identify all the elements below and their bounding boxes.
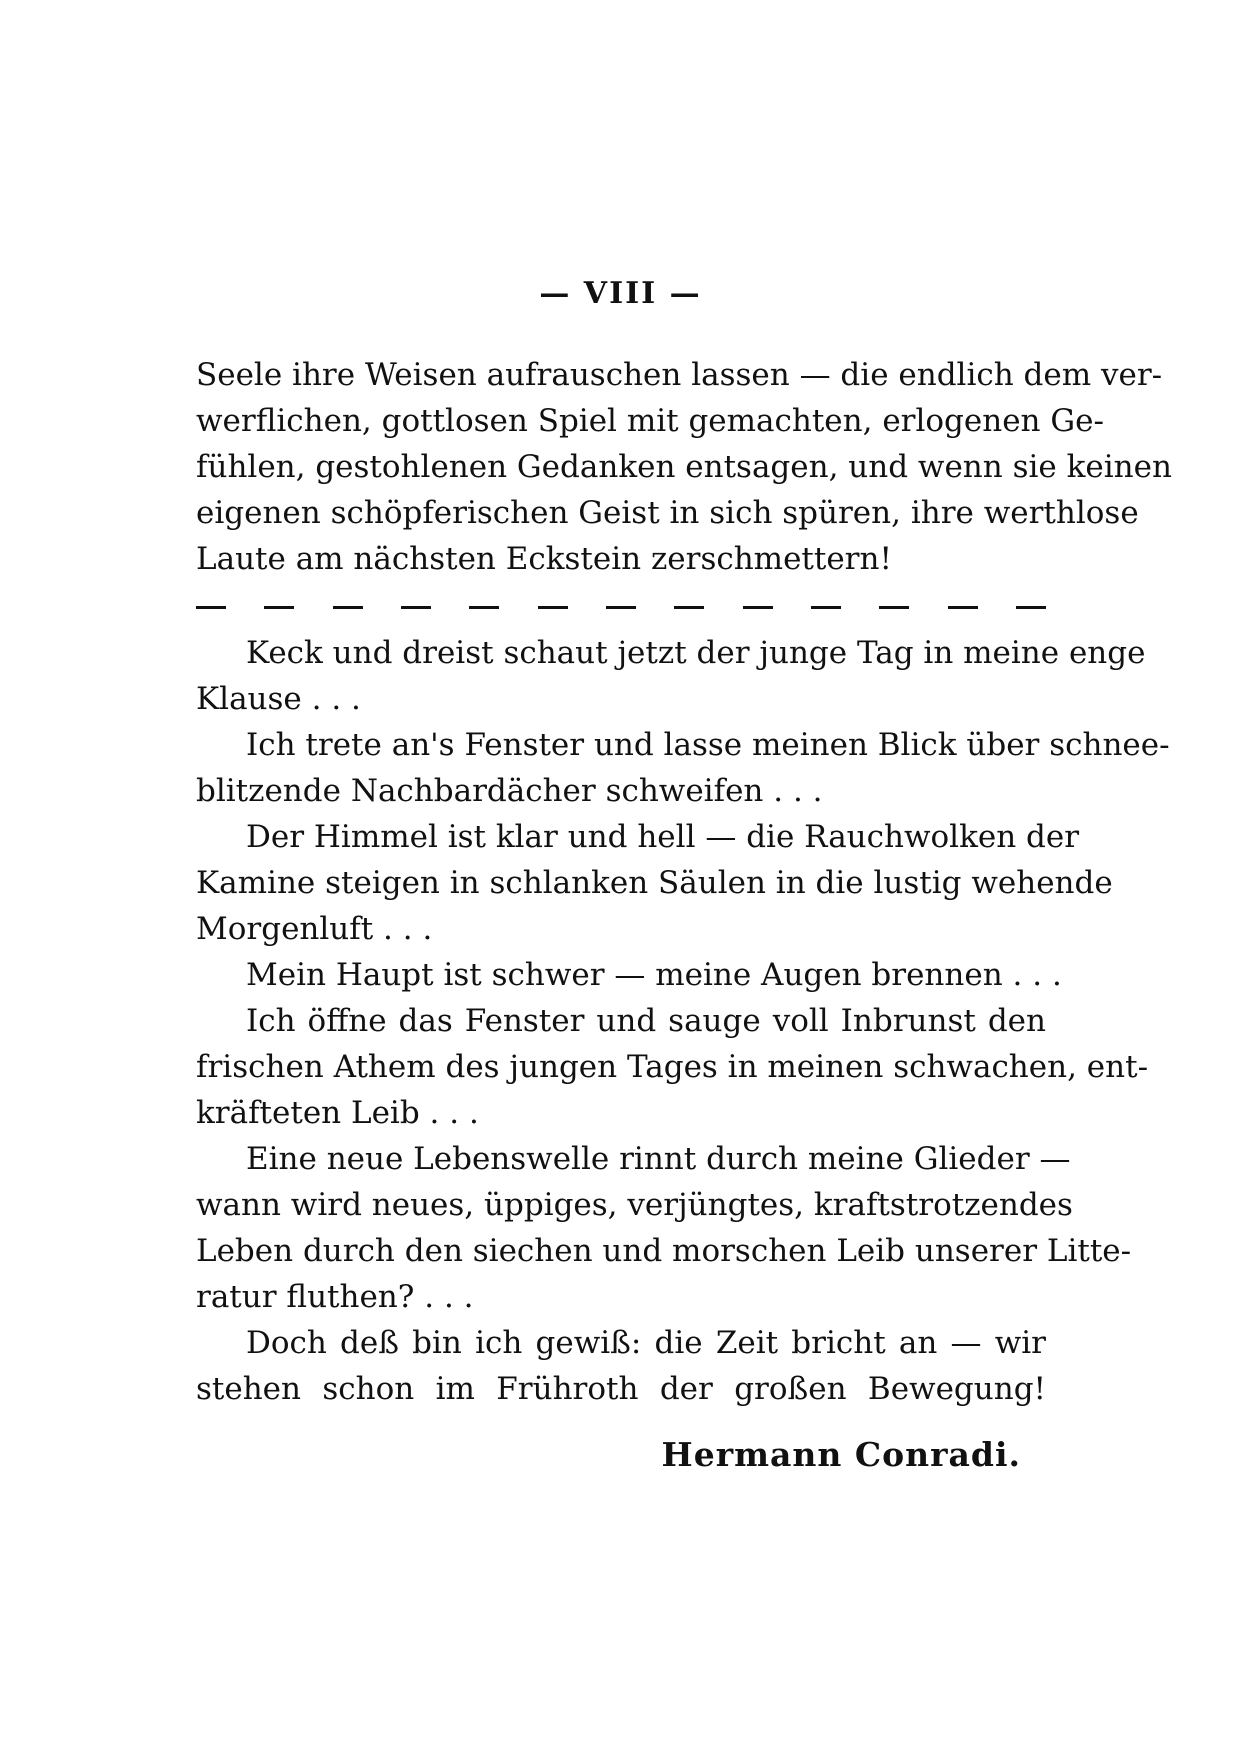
text-line: Mein Haupt ist schwer — meine Augen brennen . . .	[246, 957, 1062, 993]
text-line: Klause . . .	[196, 681, 361, 717]
divider-dash	[333, 606, 363, 609]
text-line: Eine neue Lebenswelle rinnt durch meine Glieder —	[246, 1141, 1071, 1177]
divider-dash	[538, 606, 568, 609]
intro-paragraph	[196, 352, 1172, 582]
divider-dash	[1016, 606, 1046, 609]
divider-dash	[743, 606, 773, 609]
text-line: Ich trete an's Fenster und lasse meinen Blick über schnee-	[246, 727, 1170, 763]
text-line: kräfteten Leib . . .	[196, 1095, 479, 1131]
text-line: blitzende Nachbardächer schweifen . . .	[196, 773, 823, 809]
divider-dash	[948, 606, 978, 609]
text-line: Doch deß bin ich gewiß: die Zeit bricht an — wir	[246, 1325, 1046, 1361]
text-line: eigenen schöpferischen Geist in sich spüren, ihre werthlose	[196, 495, 1139, 531]
text-line: Der Himmel ist klar und hell — die Rauchwolken der	[246, 819, 1080, 855]
divider-dash	[606, 606, 636, 609]
text-line: Morgenluft . . .	[196, 911, 433, 947]
divider-dash	[811, 606, 841, 609]
text-line: Laute am nächsten Eckstein zerschmettern!	[196, 541, 892, 577]
text-line: Seele ihre Weisen aufrauschen lassen — die endlich dem ver-	[196, 357, 1163, 393]
page-number: — VIII —	[539, 276, 702, 311]
text-line: frischen Athem des jungen Tages in meinen schwachen, ent-	[196, 1049, 1149, 1085]
divider-dash	[879, 606, 909, 609]
divider-dash	[674, 606, 704, 609]
divider-dash	[196, 606, 226, 609]
text-line: Ich öffne das Fenster und sauge voll Inbrunst den	[246, 1003, 1046, 1039]
divider-dash	[401, 606, 431, 609]
text-line: fühlen, gestohlenen Gedanken entsagen, und wenn sie keinen	[196, 449, 1172, 485]
text-line: wann wird neues, üppiges, verjüngtes, kraftstrotzendes	[196, 1187, 1073, 1223]
author-signature: Hermann Conradi.	[661, 1435, 1021, 1474]
section-divider	[196, 606, 1046, 610]
text-line: ratur fluthen? . . .	[196, 1279, 474, 1315]
text-line: Keck und dreist schaut jetzt der junge Tag in meine enge	[246, 635, 1146, 671]
divider-dash	[264, 606, 294, 609]
body-text	[196, 630, 1170, 1412]
text-line: Leben durch den siechen und morschen Leib unserer Litte-	[196, 1233, 1132, 1269]
divider-dash	[469, 606, 499, 609]
text-line: Kamine steigen in schlanken Säulen in die lustig wehende	[196, 865, 1113, 901]
text-line: werflichen, gottlosen Spiel mit gemachten, erlogenen Ge-	[196, 403, 1104, 439]
text-line: stehen schon im Frühroth der großen Bewegung!	[196, 1371, 1046, 1407]
